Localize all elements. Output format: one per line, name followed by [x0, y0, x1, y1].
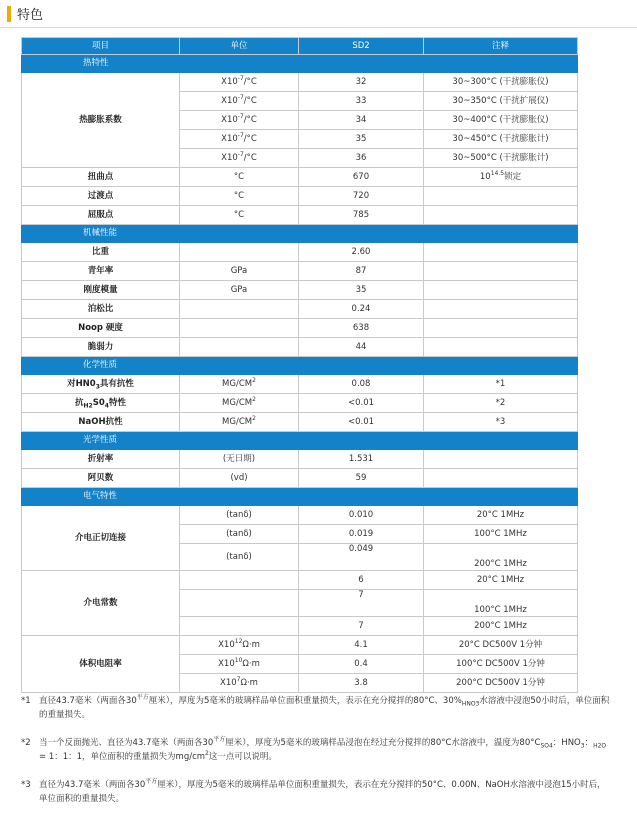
unit-prefix: X10	[221, 76, 238, 87]
footnote-text: 2	[205, 750, 209, 758]
value-cell: 34	[299, 111, 424, 130]
unit-text: GPa	[230, 284, 248, 295]
property-cell	[22, 281, 180, 300]
section-filler	[424, 55, 578, 73]
table-row	[22, 450, 578, 469]
note-cell	[424, 590, 578, 617]
value-cell: 36	[299, 149, 424, 168]
note-cell	[424, 281, 578, 300]
unit-text: GPa	[230, 265, 248, 276]
note-cell	[424, 149, 578, 168]
note-text: *2	[495, 397, 506, 408]
note-cell	[424, 394, 578, 413]
footnote	[21, 778, 611, 806]
unit-cell	[180, 92, 299, 111]
property-subscript: 3	[95, 383, 100, 391]
section-filler	[299, 55, 424, 73]
footnote-text: H2O	[593, 742, 607, 750]
value-cell: 2.60	[299, 243, 424, 262]
property-cell	[22, 262, 180, 281]
unit-cell	[180, 111, 299, 130]
unit-cell	[180, 187, 299, 206]
unit-text: (tanδ)	[226, 509, 252, 520]
column-header-unit: 单位	[180, 38, 299, 55]
value-cell: 59	[299, 469, 424, 488]
unit-prefix: X10	[221, 133, 238, 144]
note-cell	[424, 262, 578, 281]
property-name: 比重	[91, 246, 109, 257]
section-filler	[180, 225, 299, 243]
unit-text: MG/CM	[222, 416, 253, 427]
unit-exponent: 2	[252, 376, 256, 384]
section-filler	[299, 357, 424, 375]
property-cell	[22, 300, 180, 319]
note-text: 100°C 1MHz	[474, 528, 527, 539]
section-filler	[299, 432, 424, 450]
footnote-text: 这一点可以说明。	[208, 752, 277, 762]
note-cell	[424, 92, 578, 111]
note-cell	[424, 413, 578, 432]
unit-text: °C	[233, 190, 245, 201]
note-cell	[424, 450, 578, 469]
value-cell: 0.24	[299, 300, 424, 319]
unit-text: /°C	[243, 95, 257, 106]
section-filler	[424, 488, 578, 506]
footnote-text: ：	[584, 738, 594, 748]
note-cell	[424, 469, 578, 488]
property-subscript: 4	[104, 402, 109, 410]
footnote	[21, 694, 611, 722]
section-label: 机械性能	[22, 225, 180, 243]
value-cell: 785	[299, 206, 424, 225]
unit-cell	[180, 262, 299, 281]
unit-text: /°C	[243, 133, 257, 144]
unit-prefix: X10	[218, 639, 235, 650]
footnote-mark: *2	[21, 738, 31, 748]
note-cell	[424, 300, 578, 319]
footnote-mark: *3	[21, 780, 31, 790]
unit-exponent: 10	[234, 656, 243, 664]
value-cell: 35	[299, 130, 424, 149]
footnote-text: 当一个反面抛光、直径为43.7毫米（两面各30	[39, 738, 214, 748]
note-cell	[424, 187, 578, 206]
note-text: 100°C 1MHz	[474, 605, 527, 615]
table-row	[22, 394, 578, 413]
value-cell: 0.08	[299, 375, 424, 394]
unit-prefix: X10	[221, 114, 238, 125]
footnote-text: 平方	[213, 736, 226, 744]
note-text: 10	[479, 171, 491, 182]
note-text: 200°C 1MHz	[474, 559, 527, 569]
unit-cell	[180, 590, 299, 617]
unit-text: Ω·m	[240, 677, 258, 688]
value-cell: 7	[299, 590, 424, 617]
note-text: 30~350°C (干扰扩展仪)	[452, 95, 549, 106]
note-cell	[424, 636, 578, 655]
table-row	[22, 506, 578, 525]
note-text: 锁定	[504, 171, 522, 182]
property-subscript: H2	[83, 402, 93, 410]
note-cell	[424, 525, 578, 544]
unit-text: /°C	[243, 152, 257, 163]
column-header-sd2: SD2	[299, 38, 424, 55]
footnote-text: HNO3	[461, 700, 480, 708]
unit-exponent: 2	[252, 414, 256, 422]
footnote-text: 厘米），厚度为5毫米的玻璃样品单位面积重量损失，表示在充分搅拌的50°C、0.00N、NaOH水溶液中浸泡15小时后，单位面积的重量损失。	[39, 780, 606, 804]
section-filler	[180, 55, 299, 73]
section-filler	[424, 432, 578, 450]
unit-exponent: 12	[234, 637, 243, 645]
property-cell	[22, 571, 180, 636]
property-name-mid: S0	[92, 397, 105, 408]
value-cell: 32	[299, 73, 424, 92]
footnote-mark: *1	[21, 696, 31, 706]
unit-cell	[180, 375, 299, 394]
property-name: NaOH抗性	[78, 416, 123, 427]
table-header-row	[22, 38, 578, 55]
property-cell	[22, 469, 180, 488]
unit-cell	[180, 319, 299, 338]
value-cell: <0.01	[299, 394, 424, 413]
table-row	[22, 571, 578, 590]
table-row	[22, 319, 578, 338]
unit-cell	[180, 243, 299, 262]
note-cell	[424, 338, 578, 357]
section-filler	[299, 225, 424, 243]
value-cell: 35	[299, 281, 424, 300]
note-cell	[424, 319, 578, 338]
property-name: 阿贝数	[87, 472, 114, 483]
section-header-row	[22, 488, 578, 506]
unit-cell	[180, 338, 299, 357]
property-name: Noop 硬度	[78, 322, 123, 333]
note-cell	[424, 73, 578, 92]
unit-text: MG/CM	[222, 397, 253, 408]
value-cell: 87	[299, 262, 424, 281]
footnote-text: 平方	[145, 778, 158, 786]
note-text: 200°C 1MHz	[474, 620, 527, 631]
unit-prefix: X10	[218, 658, 235, 669]
property-cell	[22, 375, 180, 394]
unit-exponent: -7	[237, 150, 244, 158]
unit-text: /°C	[243, 114, 257, 125]
unit-exponent: 2	[252, 395, 256, 403]
note-cell	[424, 168, 578, 187]
unit-cell	[180, 394, 299, 413]
unit-cell	[180, 674, 299, 693]
section-filler	[424, 225, 578, 243]
property-name: 过渡点	[87, 190, 114, 201]
section-filler	[180, 357, 299, 375]
value-cell: 3.8	[299, 674, 424, 693]
table-row	[22, 413, 578, 432]
unit-exponent: -7	[237, 93, 244, 101]
property-name: 抗	[75, 397, 84, 408]
column-header-notes: 注释	[424, 38, 578, 55]
unit-text: MG/CM	[222, 378, 253, 389]
table-row	[22, 469, 578, 488]
unit-exponent: 7	[236, 675, 241, 683]
page-title	[7, 4, 43, 23]
value-cell: 720	[299, 187, 424, 206]
unit-cell	[180, 469, 299, 488]
section-header-row	[22, 432, 578, 450]
footnote-text: 厘米），厚度为5毫米的玻璃样品浸泡在经过充分搅拌的80°C水溶液中，温度为80°C	[225, 738, 541, 748]
note-text: 20°C 1MHz	[476, 509, 525, 520]
property-cell	[22, 636, 180, 693]
table-row	[22, 168, 578, 187]
section-label: 电气特性	[22, 488, 180, 506]
table-row	[22, 281, 578, 300]
unit-cell	[180, 655, 299, 674]
value-cell: 0.010	[299, 506, 424, 525]
note-text: 30~500°C (干扰膨胀计)	[452, 152, 549, 163]
footnote-text: 3	[580, 742, 585, 750]
property-name-end: 具有抗性	[99, 378, 134, 389]
unit-exponent: -7	[237, 131, 244, 139]
unit-exponent: -7	[237, 112, 244, 120]
footnote-text: = 1：1：1，单位面积的重量损失为mg/cm	[39, 752, 206, 762]
property-cell	[22, 168, 180, 187]
property-cell	[22, 187, 180, 206]
section-header-row	[22, 225, 578, 243]
note-text: 100°C DC500V 1分钟	[456, 658, 545, 669]
value-cell: 44	[299, 338, 424, 357]
value-cell: 670	[299, 168, 424, 187]
value-cell: 33	[299, 92, 424, 111]
value-cell: 1.531	[299, 450, 424, 469]
unit-text: (vd)	[230, 472, 248, 483]
property-name: 青年率	[87, 265, 114, 276]
note-cell	[424, 111, 578, 130]
section-label: 热特性	[22, 55, 180, 73]
table-row	[22, 73, 578, 92]
unit-cell	[180, 281, 299, 300]
property-cell	[22, 206, 180, 225]
column-header-item: 项目	[22, 38, 180, 55]
footnote-text: SO4	[540, 742, 553, 750]
unit-cell	[180, 168, 299, 187]
section-filler	[180, 432, 299, 450]
note-text: 20°C 1MHz	[476, 574, 525, 585]
table-row	[22, 206, 578, 225]
unit-text: °C	[233, 209, 245, 220]
table-row	[22, 243, 578, 262]
footnote-text: 平方	[136, 694, 149, 702]
property-name: 屈服点	[87, 209, 114, 220]
property-cell	[22, 338, 180, 357]
unit-cell	[180, 149, 299, 168]
value-cell: 6	[299, 571, 424, 590]
unit-text: /°C	[243, 76, 257, 87]
unit-cell	[180, 571, 299, 590]
unit-cell	[180, 636, 299, 655]
value-cell: 638	[299, 319, 424, 338]
section-label: 光学性质	[22, 432, 180, 450]
property-name-end: 特性	[108, 397, 126, 408]
property-cell	[22, 506, 180, 571]
unit-exponent: -7	[237, 74, 244, 82]
properties-table	[21, 37, 578, 693]
unit-text: (tanδ)	[226, 551, 252, 562]
unit-cell	[180, 525, 299, 544]
unit-cell	[180, 130, 299, 149]
unit-cell	[180, 506, 299, 525]
property-cell	[22, 450, 180, 469]
note-text: 30~300°C (干扰膨胀仪)	[452, 76, 549, 87]
footnote-text: 直径43.7毫米（两面各30	[39, 696, 137, 706]
table-row	[22, 636, 578, 655]
note-cell	[424, 544, 578, 571]
property-name: 体积电阻率	[79, 658, 122, 669]
note-cell	[424, 506, 578, 525]
value-cell: <0.01	[299, 413, 424, 432]
table-row	[22, 262, 578, 281]
note-cell	[424, 243, 578, 262]
note-text: 200°C DC500V 1分钟	[456, 677, 545, 688]
section-filler	[299, 488, 424, 506]
note-cell	[424, 375, 578, 394]
property-name: 折射率	[87, 453, 114, 464]
value-cell: 7	[299, 617, 424, 636]
section-filler	[424, 357, 578, 375]
note-cell	[424, 674, 578, 693]
note-cell	[424, 206, 578, 225]
footnotes	[21, 694, 611, 814]
footnote	[21, 736, 611, 764]
table-row	[22, 187, 578, 206]
note-cell	[424, 655, 578, 674]
note-cell	[424, 617, 578, 636]
value-cell: 0.4	[299, 655, 424, 674]
note-cell	[424, 571, 578, 590]
section-label: 化学性质	[22, 357, 180, 375]
unit-cell	[180, 617, 299, 636]
note-text: 30~400°C (干扰膨胀仪)	[452, 114, 549, 125]
unit-prefix: X10	[220, 677, 237, 688]
note-cell	[424, 130, 578, 149]
unit-prefix: X10	[221, 95, 238, 106]
table-row	[22, 338, 578, 357]
title-divider	[0, 27, 637, 28]
property-cell	[22, 319, 180, 338]
footnote-text: ：HNO	[552, 738, 581, 748]
unit-cell	[180, 300, 299, 319]
table-row	[22, 300, 578, 319]
unit-cell	[180, 206, 299, 225]
property-cell	[22, 243, 180, 262]
page-title-text: 特色	[17, 8, 44, 23]
unit-cell	[180, 544, 299, 571]
section-header-row	[22, 357, 578, 375]
footnote-text: 直径为43.7毫米（两面各30	[39, 780, 146, 790]
note-text: *1	[495, 378, 506, 389]
value-cell: 0.019	[299, 525, 424, 544]
title-accent-bar	[7, 6, 11, 22]
unit-text: °C	[233, 171, 245, 182]
value-cell: 4.1	[299, 636, 424, 655]
value-cell: 0.049	[299, 544, 424, 571]
section-filler	[180, 488, 299, 506]
footnote-text: 水溶液中浸泡50小时后，单位面积的重量损失。	[39, 696, 610, 720]
property-name: 热膨胀系数	[79, 114, 122, 125]
unit-text: (tanδ)	[226, 528, 252, 539]
unit-prefix: X10	[221, 152, 238, 163]
property-name: 介电常数	[83, 597, 118, 608]
property-name: 泊松比	[87, 303, 114, 314]
section-header-row	[22, 55, 578, 73]
property-cell	[22, 73, 180, 168]
footnote-text: 厘米），厚度为5毫米的玻璃样品单位面积重量损失，表示在充分搅拌的80°C、30%	[148, 696, 462, 706]
unit-text: Ω·m	[242, 658, 260, 669]
unit-cell	[180, 413, 299, 432]
note-text: *3	[495, 416, 506, 427]
property-name: 扭曲点	[87, 171, 114, 182]
property-cell	[22, 394, 180, 413]
unit-cell	[180, 73, 299, 92]
note-text: 20°C DC500V 1分钟	[458, 639, 543, 650]
property-cell	[22, 413, 180, 432]
unit-text: (无日期)	[222, 453, 256, 464]
unit-text: Ω·m	[242, 639, 260, 650]
table-row	[22, 375, 578, 394]
note-exponent: 14.5	[490, 169, 505, 177]
unit-cell	[180, 450, 299, 469]
property-name: 对HN0	[67, 378, 96, 389]
property-name: 刚度模量	[83, 284, 118, 295]
property-name: 脆弱力	[87, 341, 114, 352]
property-name: 介电正切连接	[74, 532, 126, 543]
note-text: 30~450°C (干扰膨胀计)	[452, 133, 549, 144]
